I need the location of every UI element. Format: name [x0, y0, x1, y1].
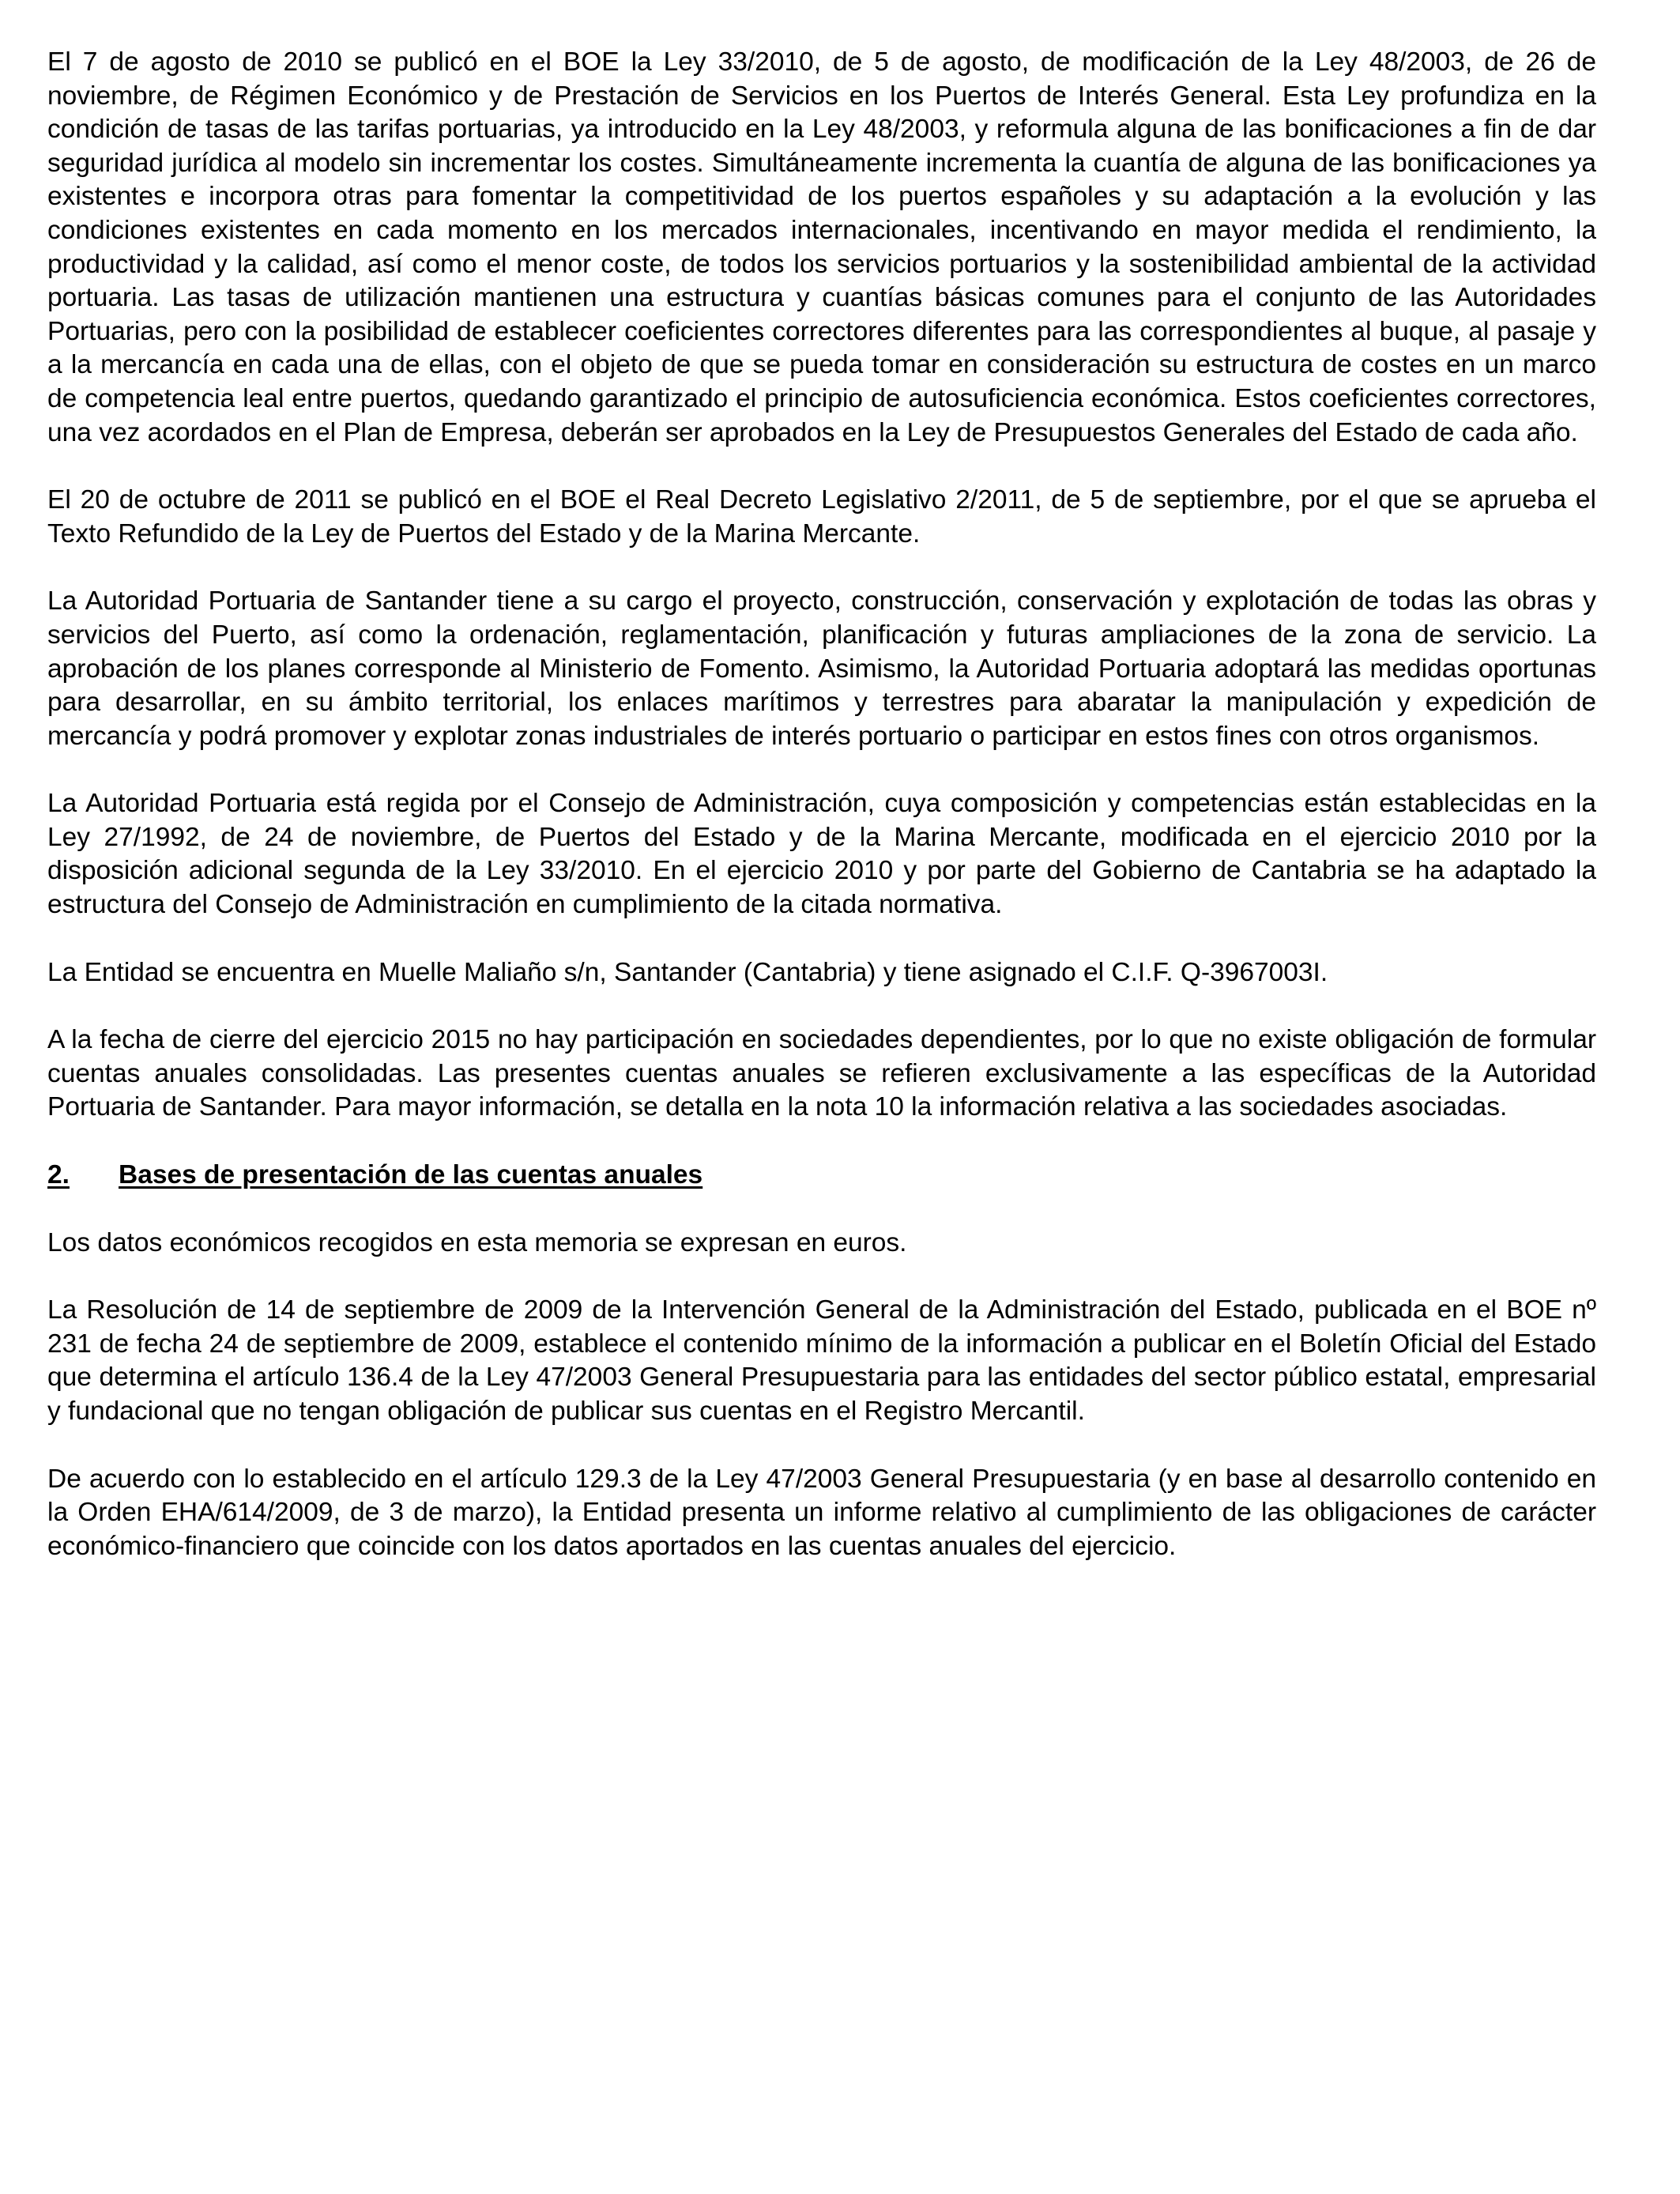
section-heading: [47, 1159, 1596, 1193]
document-body: [47, 46, 1596, 1597]
paragraph-sociedades-dependientes: A la fecha de cierre del ejercicio 2015 no hay participación en sociedades dependientes, por lo que no existe obligación de formular cuentas anuales consolidadas. Las presentes cuentas anuales se refieren exclusivamente a las específicas de la Autoridad Portuaria de Santander. Para mayor información, se detalla en la nota 10 la información relativa a las sociedades asociadas.: [47, 1025, 1596, 1122]
paragraph-resolucion-2009: La Resolución de 14 de septiembre de 2009 de la Intervención General de la Administración del Estado, publicada en el BOE nº 231 de fecha 24 de septiembre de 2009, establece el contenido mínimo de la información a publicar en el Boletín Oficial del Estado que determina el artículo 136.4 de la Ley 47/2003 General Presupuestaria para las entidades del sector público estatal, empresarial y fundacional que no tengan obligación de publicar sus cuentas en el Registro Mercantil.: [47, 1295, 1596, 1426]
section-title: Bases de presentación de las cuentas anuales: [119, 1160, 703, 1190]
paragraph-domicilio-cif: La Entidad se encuentra en Muelle Maliaño s/n, Santander (Cantabria) y tiene asignado el C.I.F. Q-3967003I.: [47, 957, 1328, 987]
paragraph-consejo-administracion: La Autoridad Portuaria está regida por el Consejo de Administración, cuya composición y competencias están establecidas en la Ley 27/1992, de 24 de noviembre, de Puertos del Estado y de la Marina Mercante, modificada en el ejercicio 2010 por la disposición adicional segunda de la Ley 33/2010. En el ejercicio 2010 y por parte del Gobierno de Cantabria se ha adaptado la estructura del Consejo de Administración en cumplimiento de la citada normativa.: [47, 789, 1596, 920]
paragraph-real-decreto-2-2011: El 20 de octubre de 2011 se publicó en el BOE el Real Decreto Legislativo 2/2011, de 5 de septiembre, por el que se aprueba el Texto Refundido de la Ley de Puertos del Estado y de la Marina Mercante.: [47, 485, 1596, 548]
paragraph-autoridad-portuaria-funciones: La Autoridad Portuaria de Santander tiene a su cargo el proyecto, construcción, conservación y explotación de todas las obras y servicios del Puerto, así como la ordenación, reglamentación, planificación y futuras ampliaciones de la zona de servicio. La aprobación de los planes corresponde al Ministerio de Fomento. Asimismo, la Autoridad Portuaria adoptará las medidas oportunas para desarrollar, en su ámbito territorial, los enlaces marítimos y terrestres para abaratar la manipulación y expedición de mercancía y podrá promover y explotar zonas industriales de interés portuario o participar en estos fines con otros organismos.: [47, 586, 1596, 751]
paragraph-articulo-129-3: De acuerdo con lo establecido en el artículo 129.3 de la Ley 47/2003 General Presupuestaria (y en base al desarrollo contenido en la Orden EHA/614/2009, de 3 de marzo), la Entidad presenta un informe relativo al cumplimiento de las obligaciones de carácter económico-financiero que coincide con los datos aportados en las cuentas anuales del ejercicio.: [47, 1464, 1596, 1561]
paragraph-ley-33-2010: El 7 de agosto de 2010 se publicó en el BOE la Ley 33/2010, de 5 de agosto, de modificación de la Ley 48/2003, de 26 de noviembre, de Régimen Económico y de Prestación de Servicios en los Puertos de Interés General. Esta Ley profundiza en la condición de tasas de las tarifas portuarias, ya introducido en la Ley 48/2003, y reformula alguna de las bonificaciones a fin de dar seguridad jurídica al modelo sin incrementar los costes. Simultáneamente incrementa la cuantía de alguna de las bonificaciones ya existentes e incorpora otras para fomentar la competitividad de los puertos españoles y su adaptación a la evolución y las condiciones existentes en cada momento en los mercados internacionales, incentivando en mayor medida el rendimiento, la productividad y la calidad, así como el menor coste, de todos los servicios portuarios y la sostenibilidad ambiental de la actividad portuaria. Las tasas de utilización mantienen una estructura y cuantías básicas comunes para el conjunto de las Autoridades Portuarias, pero con la posibilidad de establecer coeficientes correctores diferentes para las correspondientes al buque, al pasaje y a la mercancía en cada una de ellas, con el objeto de que se pueda tomar en consideración su estructura de costes en un marco de competencia leal entre puertos, quedando garantizado el principio de autosuficiencia económica. Estos coeficientes correctores, una vez acordados en el Plan de Empresa, deberán ser aprobados en la Ley de Presupuestos Generales del Estado de cada año.: [47, 47, 1596, 447]
section-number: 2.: [47, 1160, 70, 1190]
paragraph-moneda-euros: Los datos económicos recogidos en esta memoria se expresan en euros.: [47, 1227, 907, 1257]
